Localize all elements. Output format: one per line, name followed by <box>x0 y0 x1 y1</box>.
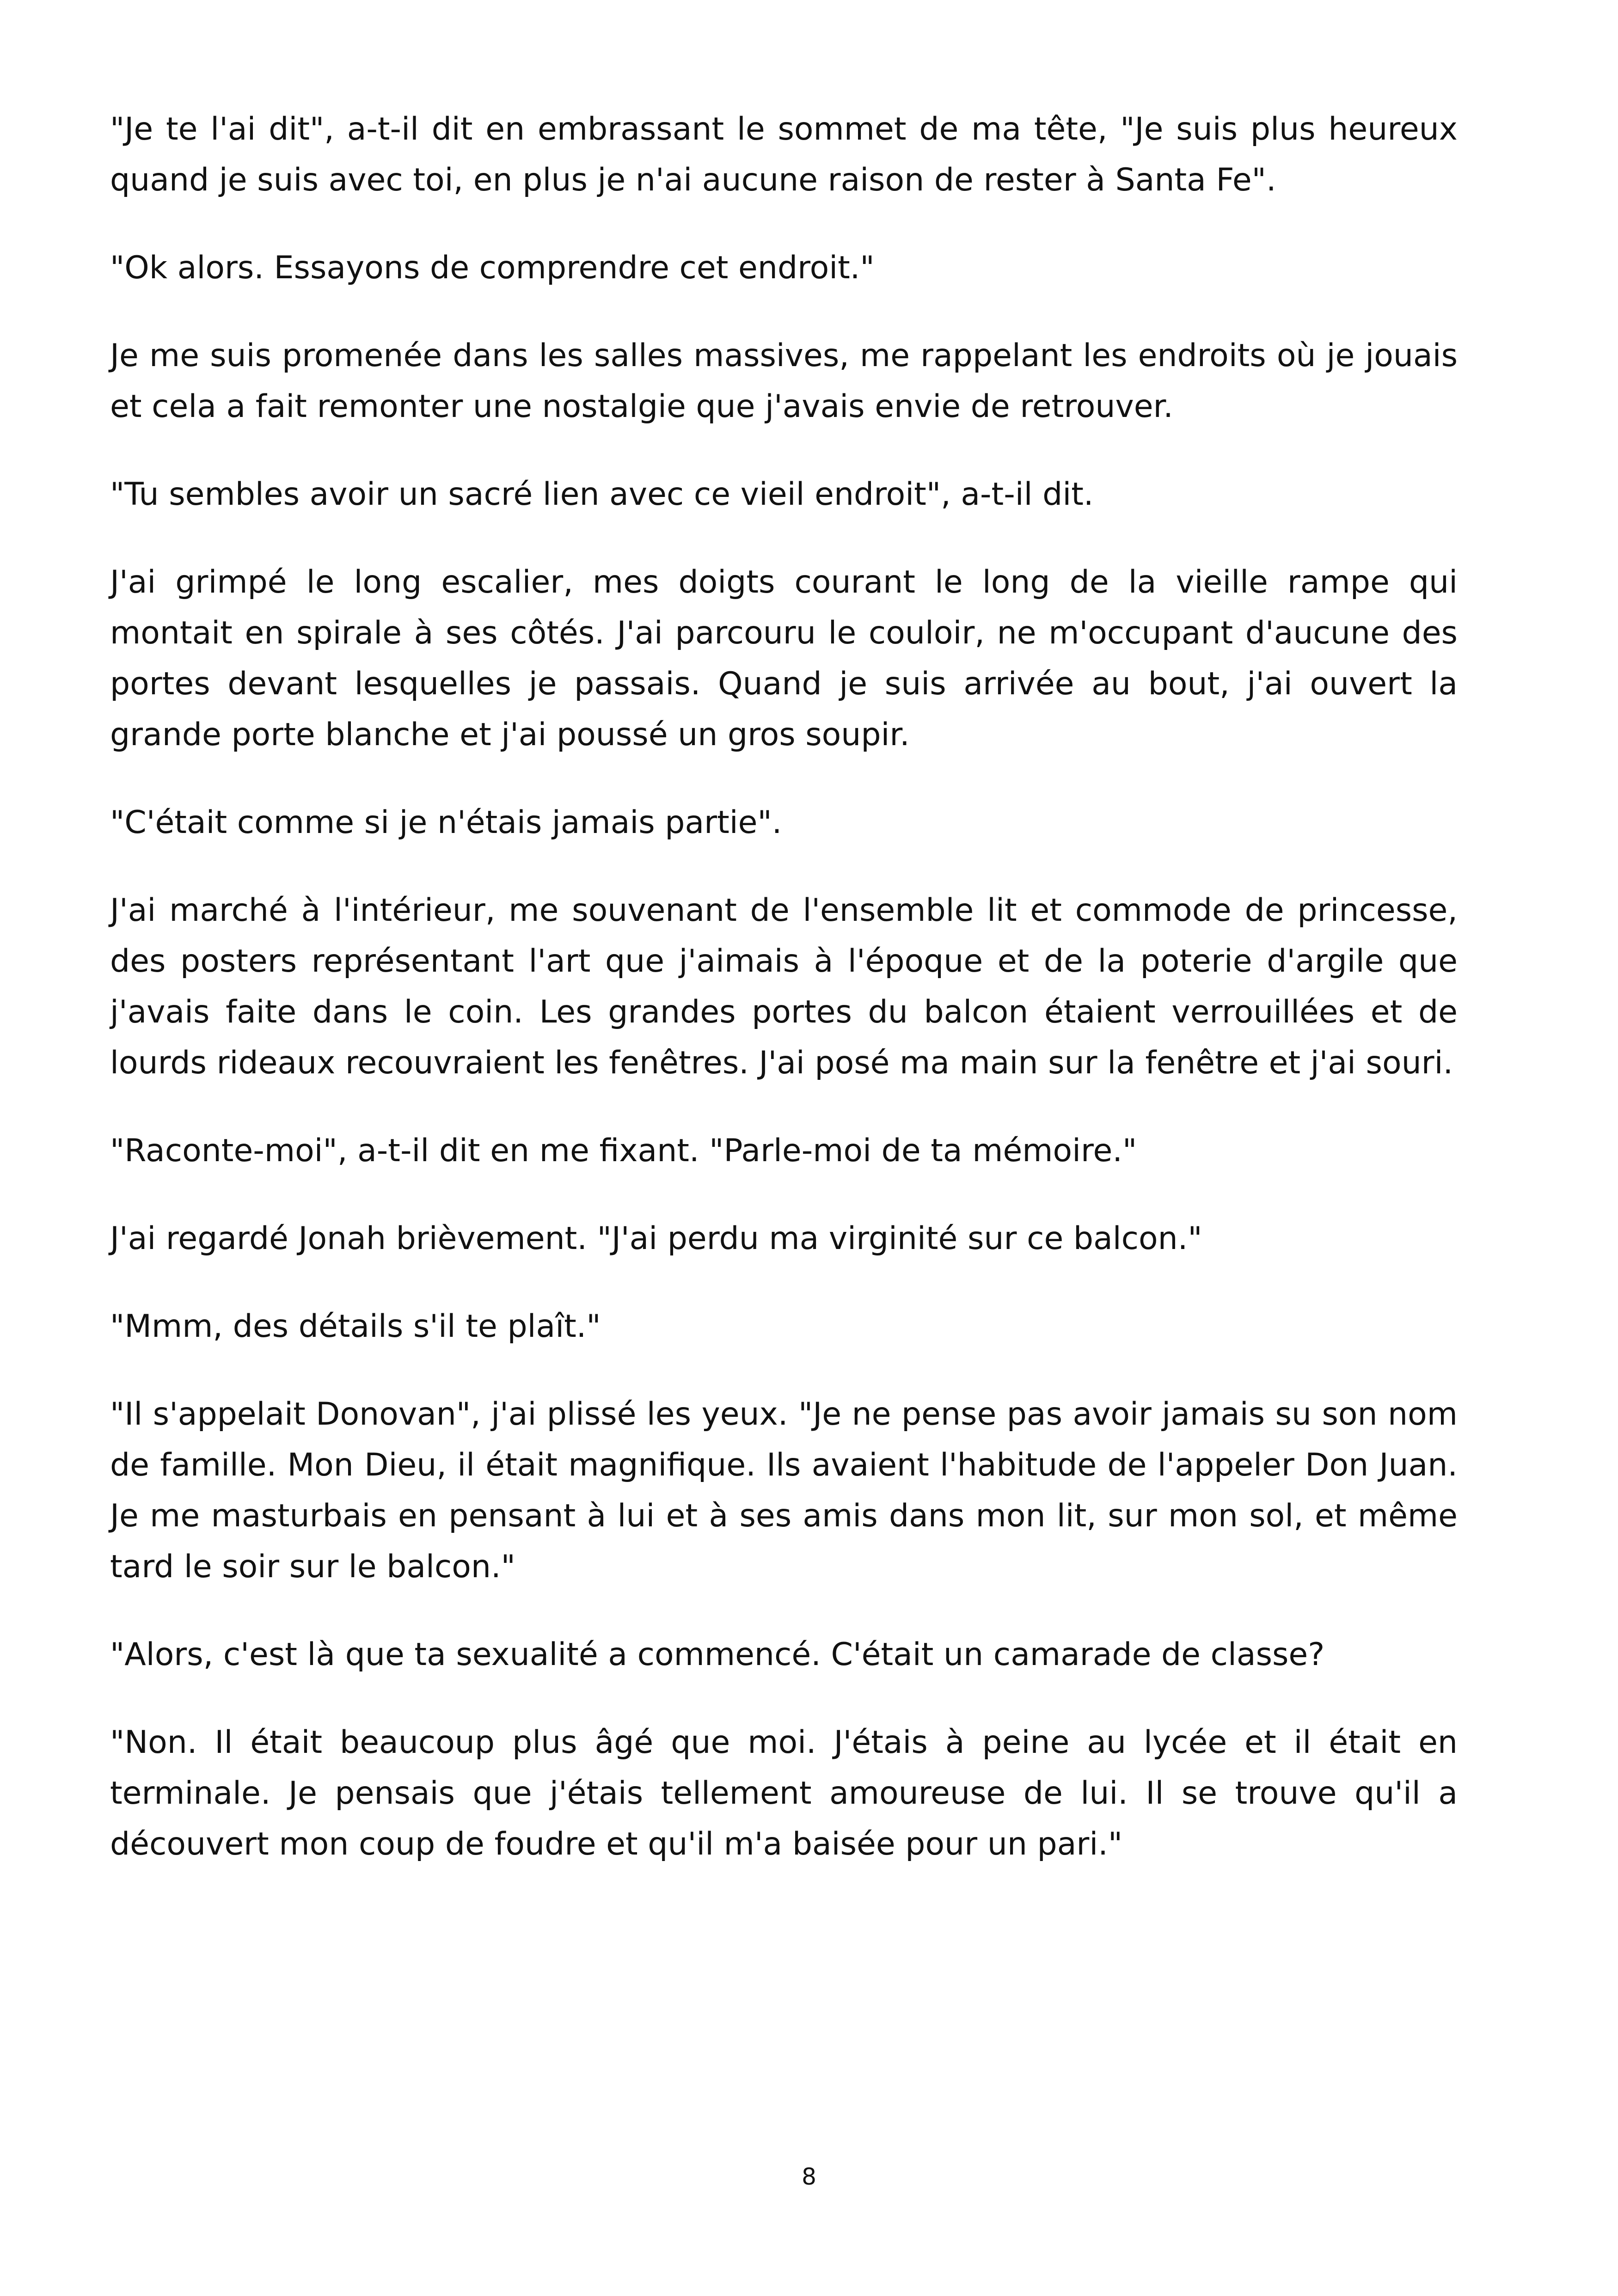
text-body <box>110 104 1458 1907</box>
paragraph: J'ai regardé Jonah brièvement. "J'ai perdu ma virginité sur ce balcon." <box>110 1220 1202 1257</box>
page-number: 8 <box>802 2163 816 2190</box>
paragraph: "Mmm, des détails s'il te plaît." <box>110 1308 601 1345</box>
paragraph: J'ai marché à l'intérieur, me souvenant de l'ensemble lit et commode de princesse, des posters représentant l'art que j'aimais à l'époque et de la poterie d'argile que j'avais faite dans le coin. Les grandes portes du balcon étaient verrouillées et de lourds rideaux recouvraient les fenêtres. J'ai posé ma main sur la fenêtre et j'ai souri. <box>110 892 1458 1081</box>
paragraph: Je me suis promenée dans les salles massives, me rappelant les endroits où je jouais et cela a fait remonter une nostalgie que j'avais envie de retrouver. <box>110 337 1458 425</box>
paragraph: "Alors, c'est là que ta sexualité a commencé. C'était un camarade de classe? <box>110 1636 1325 1673</box>
paragraph: "Tu sembles avoir un sacré lien avec ce vieil endroit", a-t-il dit. <box>110 476 1094 513</box>
paragraph: "Ok alors. Essayons de comprendre cet endroit." <box>110 250 875 286</box>
paragraph: J'ai grimpé le long escalier, mes doigts courant le long de la vieille rampe qui montait en spirale à ses côtés. J'ai parcouru le couloir, ne m'occupant d'aucune des portes devant lesquelles je passais. Quand je suis arrivée au bout, j'ai ouvert la grande porte blanche et j'ai poussé un gros soupir. <box>110 564 1458 753</box>
paragraph: "Il s'appelait Donovan", j'ai plissé les yeux. "Je ne pense pas avoir jamais su son nom de famille. Mon Dieu, il était magnifique. Ils avaient l'habitude de l'appeler Don Juan. Je me masturbais en pensant à lui et à ses amis dans mon lit, sur mon sol, et même tard le soir sur le balcon." <box>110 1396 1458 1585</box>
paragraph: "Je te l'ai dit", a-t-il dit en embrassant le sommet de ma tête, "Je suis plus heureux quand je suis avec toi, en plus je n'ai aucune raison de rester à Santa Fe". <box>110 111 1458 198</box>
paragraph: "Non. Il était beaucoup plus âgé que moi. J'étais à peine au lycée et il était en terminale. Je pensais que j'étais tellement amoureuse de lui. Il se trouve qu'il a découvert mon coup de foudre et qu'il m'a baisée pour un pari." <box>110 1724 1458 1862</box>
paragraph: "Raconte-moi", a-t-il dit en me fixant. "Parle-moi de ta mémoire." <box>110 1133 1137 1169</box>
paragraph: "C'était comme si je n'étais jamais partie". <box>110 804 782 841</box>
